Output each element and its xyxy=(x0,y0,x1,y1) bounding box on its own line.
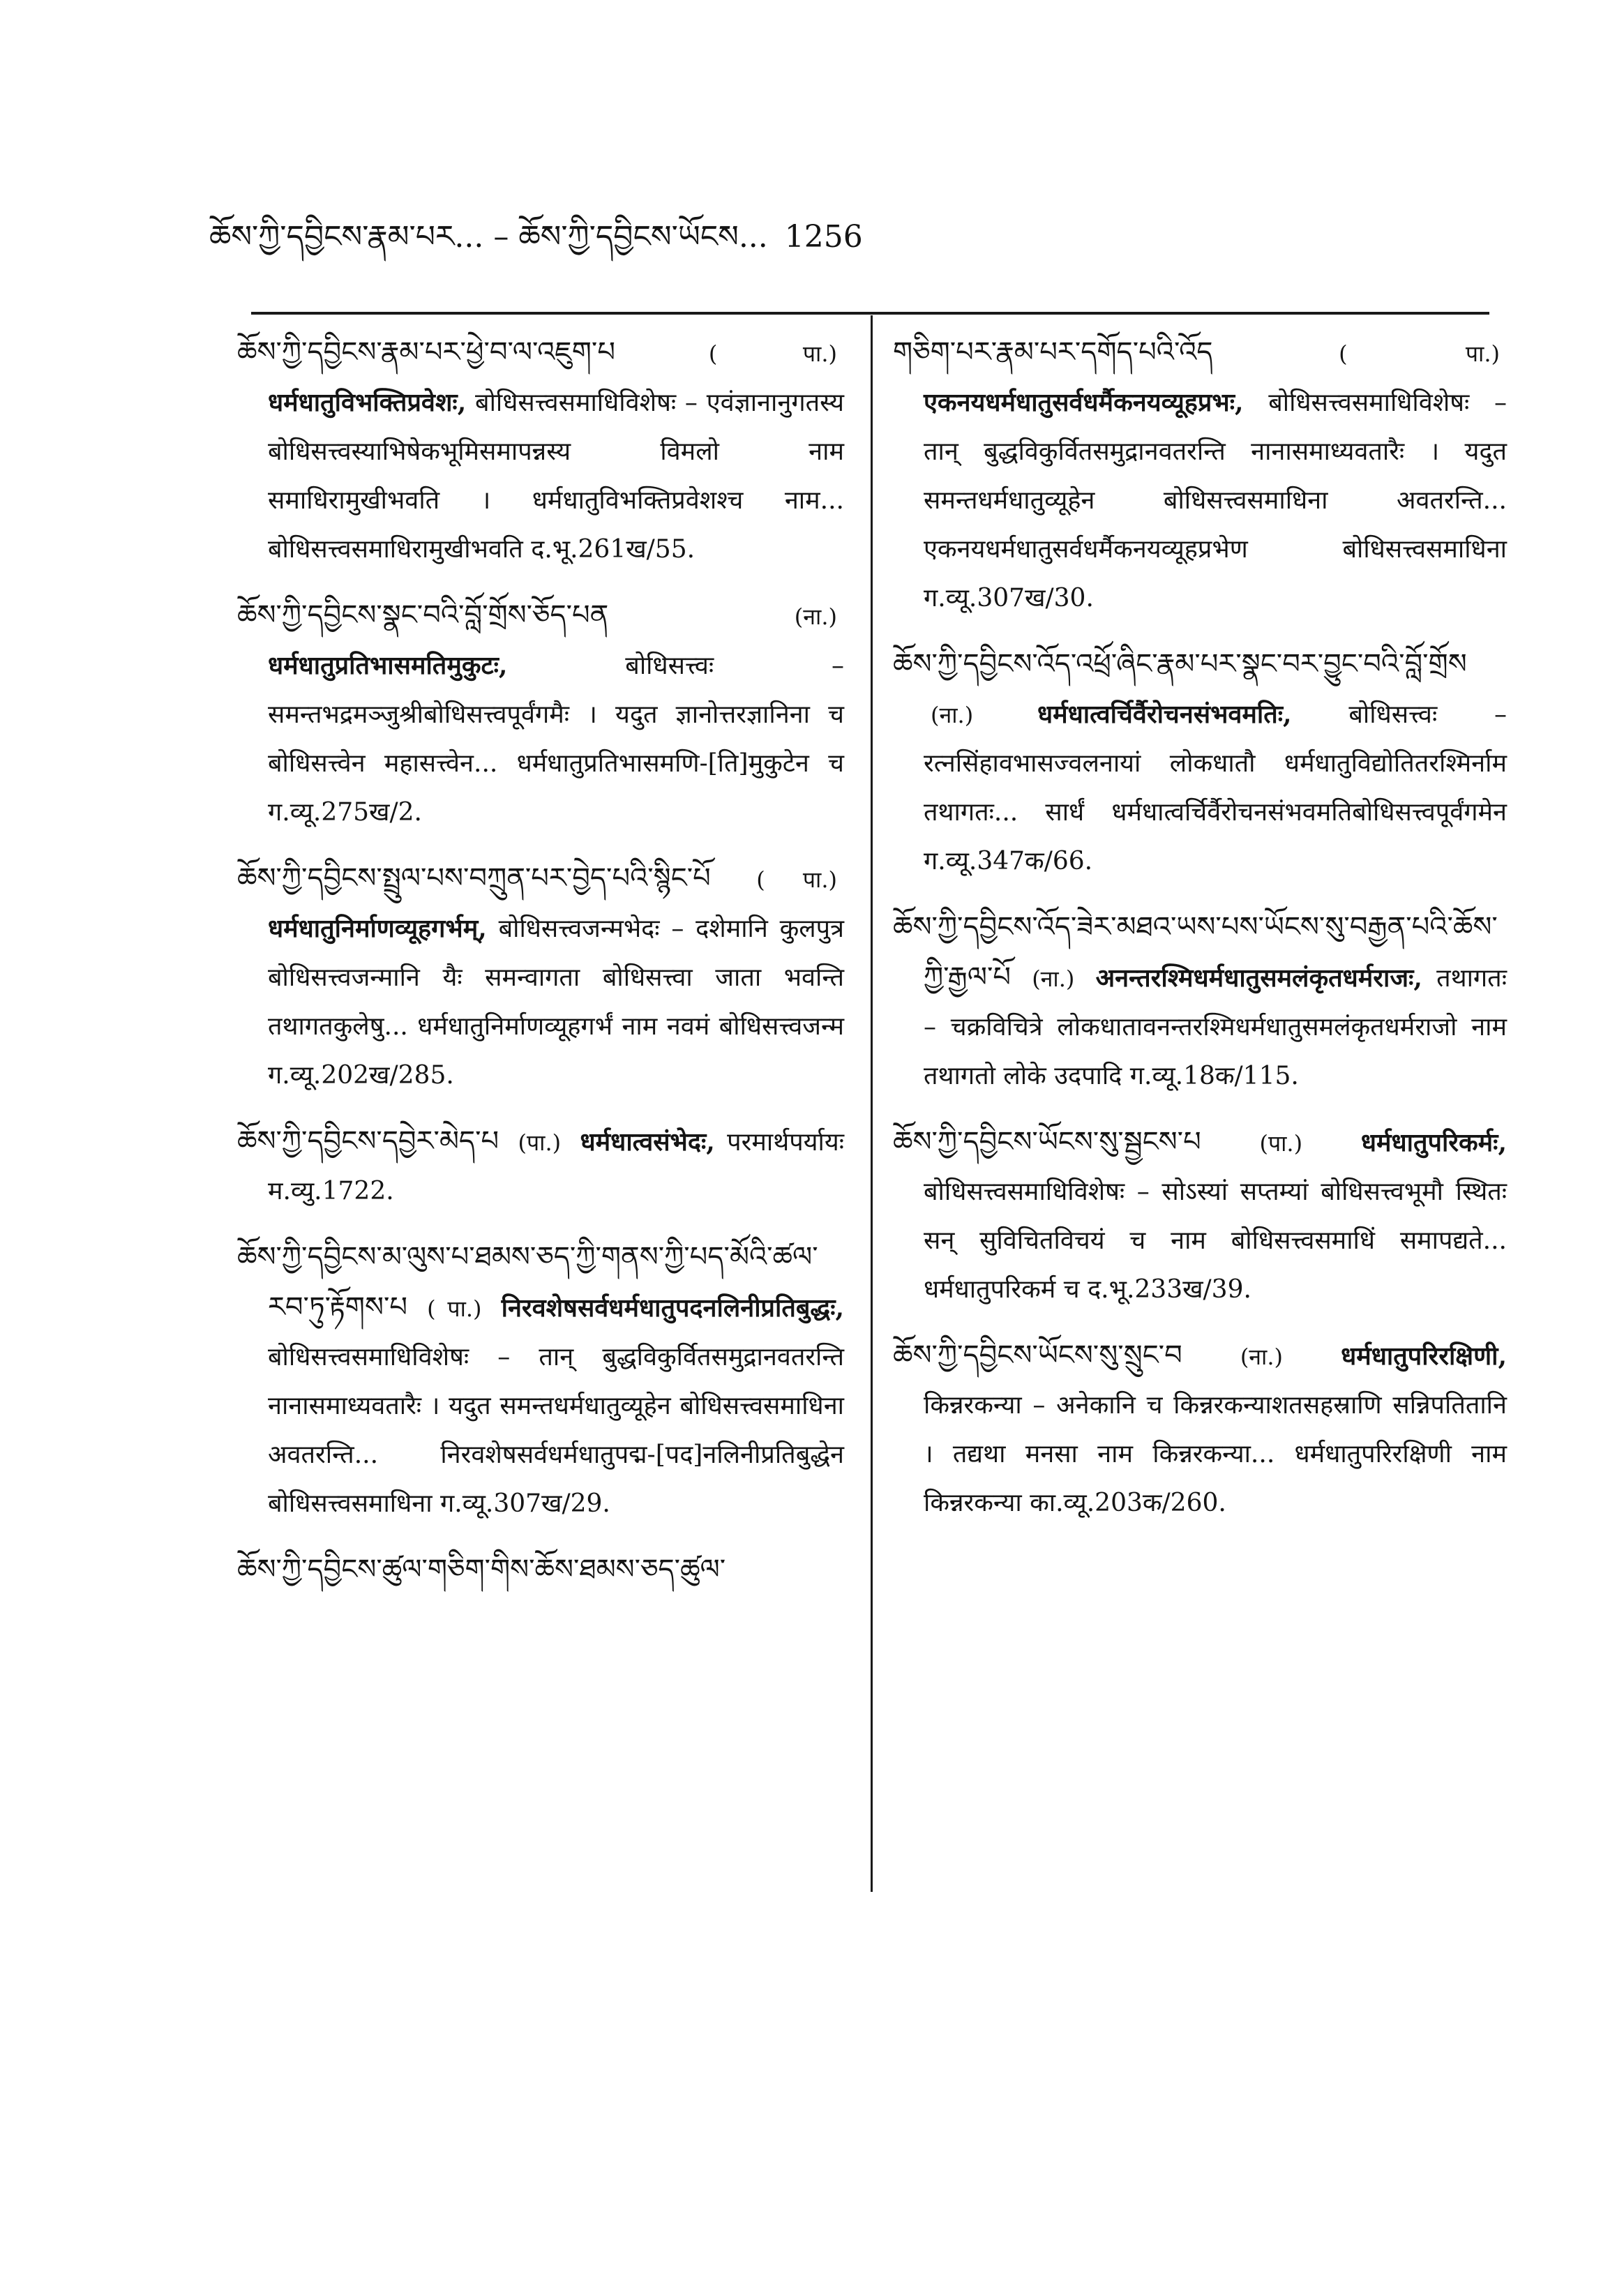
dictionary-entry xyxy=(237,1117,844,1216)
dictionary-entry xyxy=(237,854,844,1100)
running-header xyxy=(209,209,942,265)
header-right-headword: ཆོས་ཀྱི་དབྱིངས་ཡོངས... xyxy=(518,219,768,255)
tibetan-headword: གཅིག་པར་རྣམ་པར་དགོད་པའི་འོད xyxy=(893,336,1213,368)
tibetan-headword: ཆོས་ཀྱི་དབྱིངས་ཡོངས་སུ་སྦྱངས་པ xyxy=(893,1126,1201,1158)
grammar-tag: (ना.) xyxy=(794,603,837,630)
entry-body: परमार्थपर्यायः म.व्यु.1722. xyxy=(268,1128,845,1205)
header-left-headword: ཆོས་ཀྱི་དབྱིངས་རྣམ་པར... xyxy=(209,219,484,255)
grammar-tag: ( पा.) xyxy=(756,866,837,893)
dictionary-entry xyxy=(893,640,1507,886)
grammar-tag: (ना.) xyxy=(1032,965,1075,992)
sanskrit-headword: धर्मधातुविभक्तिप्रवेशः, xyxy=(268,388,467,417)
dictionary-entry xyxy=(893,1331,1507,1528)
grammar-tag: ( पा.) xyxy=(708,340,837,367)
tibetan-headword: ཆོས་ཀྱི་དབྱིངས་ཚུལ་གཅིག་གིས་ཆོས་ཐམས་ཅད་ཚུལ་ xyxy=(237,1554,726,1586)
sanskrit-headword: अनन्तरश्मिधर्मधातुसमलंकृतधर्मराजः, xyxy=(1095,963,1422,993)
tibetan-headword: ཆོས་ཀྱི་དབྱིངས་ཡོངས་སུ་སྲུང་བ xyxy=(893,1339,1182,1371)
entry-body: बोधिसत्त्वजन्मभेदः – दशेमानि कुलपुत्र बोधिसत्त्वजन्मानि यैः समन्वागता बोधिसत्त्वा जाता भवन्ति तथागतकुलेषु... धर्मधातुनिर्माणव्यूहगर्भं नाम नवमं बोधिसत्त्वजन्म ग.व्यू.202ख/285. xyxy=(268,915,844,1090)
entry-body: किन्नरकन्या – अनेकानि च किन्नरकन्याशतसहस्राणि सन्निपतितानि । तद्यथा मनसा नाम किन्नरकन्या... धर्मधातुपरिरक्षिणी नाम किन्नरकन्या का.व्यू.203क/260. xyxy=(924,1391,1507,1517)
dictionary-entry xyxy=(237,328,844,574)
grammar-tag: (ना.) xyxy=(931,702,974,728)
dictionary-entry xyxy=(237,1545,844,1595)
right-column xyxy=(893,328,1507,1544)
tibetan-headword: ཆོས་ཀྱི་དབྱིངས་མ་ལུས་པ་ཐམས་ཅད་ཀྱི་གནས་ཀྱི་པད་མོའི་ཚལ་རབ་ཏུ་རྟོགས་པ xyxy=(237,1241,818,1323)
tibetan-headword: ཆོས་ཀྱི་དབྱིངས་སྤྲུལ་པས་བཀྲུན་པར་བྱེད་པའི་སྙིང་པོ xyxy=(237,862,711,894)
grammar-tag: (पा.) xyxy=(1259,1130,1303,1157)
tibetan-headword: ཆོས་ཀྱི་དབྱིངས་དབྱེར་མེད་པ xyxy=(237,1125,499,1157)
entry-body: बोधिसत्त्वः – रत्नसिंहावभासज्वलनायां लोकधातौ धर्मधातुविद्योतितरश्मिर्नाम तथागतः... सार्धं धर्मधात्वर्चिर्वैरोचनसंभवमतिबोधिसत्त्वपूर्वंगमेन ग.व्यू.347क/66. xyxy=(924,700,1507,875)
sanskrit-headword: निरवशेषसर्वधर्मधातुपदनलिनीप्रतिबुद्धः, xyxy=(501,1293,844,1323)
grammar-tag: (ना.) xyxy=(1240,1344,1284,1370)
page-number: 1256 xyxy=(784,219,863,255)
entry-body: तथागतः – चक्रविचित्रे लोकधातावनन्तरश्मिधर्मधातुसमलंकृतधर्मराजो नाम तथागतो लोके उदपादि ग.व्यू.18क/115. xyxy=(924,964,1507,1090)
entry-body: बोधिसत्त्वसमाधिविशेषः – सोऽस्यां सप्तम्यां बोधिसत्त्वभूमौ स्थितः सन् सुविचितविचयं च नाम बोधिसत्त्वसमाधिं समापद्यते... धर्मधातुपरिकर्म च द.भू.233ख/39. xyxy=(924,1178,1507,1304)
column-divider xyxy=(871,315,873,1892)
sanskrit-headword: एकनयधर्मधातुसर्वधर्मैकनयव्यूहप्रभः, xyxy=(924,388,1244,417)
entry-body: बोधिसत्त्वसमाधिविशेषः – तान् बुद्धविकुर्वितसमुद्रानवतरन्ति नानासमाध्यवतारैः । यदुत समन्तधर्मधातुव्यूहेन बोधिसत्त्वसमाधिना अवतरन्ति... एकनयधर्मधातुसर्वधर्मैकनयव्यूहप्रभेण बोधिसत्त्वसमाधिना ग.व्यू.307ख/30. xyxy=(924,389,1507,612)
sanskrit-headword: धर्मधात्वर्चिर्वैरोचनसंभवमतिः, xyxy=(1037,700,1292,729)
sanskrit-headword: धर्मधातुपरिरक्षिणी, xyxy=(1341,1341,1507,1371)
sanskrit-headword: धर्मधातुपरिकर्मः, xyxy=(1360,1128,1507,1157)
dictionary-entry xyxy=(893,328,1507,623)
header-rule xyxy=(251,312,1489,315)
entry-body: बोधिसत्त्वः – समन्तभद्रमञ्जुश्रीबोधिसत्त्वपूर्वंगमैः । यदुत ज्ञानोत्तरज्ञानिना च बोधिसत्त्वेन महासत्त्वेन... धर्मधातुप्रतिभासमणि-[ति]मुकुटेन च ग.व्यू.275ख/2. xyxy=(268,652,844,827)
sanskrit-headword: धर्मधात्वसंभेदः, xyxy=(580,1127,715,1157)
entry-body: बोधिसत्त्वसमाधिविशेषः – एवंज्ञानानुगतस्य बोधिसत्त्वस्याभिषेकभूमिसमापन्नस्य विमलो नाम समाधिरामुखीभवति । धर्मधातुविभक्तिप्रवेशश्च नाम... बोधिसत्त्वसमाधिरामुखीभवति द.भू.261ख/55. xyxy=(268,389,844,564)
dictionary-entry xyxy=(893,903,1507,1101)
grammar-tag: (पा.) xyxy=(518,1129,562,1156)
grammar-tag: ( पा.) xyxy=(1339,340,1500,367)
tibetan-headword: ཆོས་ཀྱི་དབྱིངས་འོད་འཕྲོ་ཞིང་རྣམ་པར་སྣང་བར་བྱུང་བའི་བློ་གྲོས xyxy=(893,648,1467,680)
tibetan-headword: ཆོས་ཀྱི་དབྱིངས་སྣང་བའི་བློ་གྲོས་ཅོད་པན xyxy=(237,599,609,631)
tibetan-headword: ཆོས་ཀྱི་དབྱིངས་འོད་ཟེར་མཐའ་ཡས་པས་ཡོངས་སུ་བརྒྱན་པའི་ཆོས་ཀྱི་རྒྱལ་པོ xyxy=(893,911,1498,993)
sanskrit-headword: धर्मधातुप्रतिभासमतिमुकुटः, xyxy=(268,651,508,680)
header-dash: – xyxy=(493,219,509,255)
dictionary-entry xyxy=(893,1118,1507,1314)
dictionary-entry xyxy=(237,1233,844,1528)
left-column xyxy=(237,328,844,1612)
dictionary-entry xyxy=(237,591,844,837)
grammar-tag: ( पा.) xyxy=(427,1295,482,1322)
sanskrit-headword: धर्मधातुनिर्माणव्यूहगर्भम्, xyxy=(268,914,487,943)
tibetan-headword: ཆོས་ཀྱི་དབྱིངས་རྣམ་པར་ཕྱེ་བ་ལ་འཇུག་པ xyxy=(237,336,615,368)
entry-body: बोधिसत्त्वसमाधिविशेषः – तान् बुद्धविकुर्वितसमुद्रानवतरन्ति नानासमाध्यवतारैः । यदुत समन्तधर्मधातुव्यूहेन बोधिसत्त्वसमाधिना अवतरन्ति... निरवशेषसर्वधर्मधातुपद्म-[पद]नलिनीप्रतिबुद्धेन बोधिसत्त्वसमाधिना ग.व्यू.307ख/29. xyxy=(268,1343,844,1518)
